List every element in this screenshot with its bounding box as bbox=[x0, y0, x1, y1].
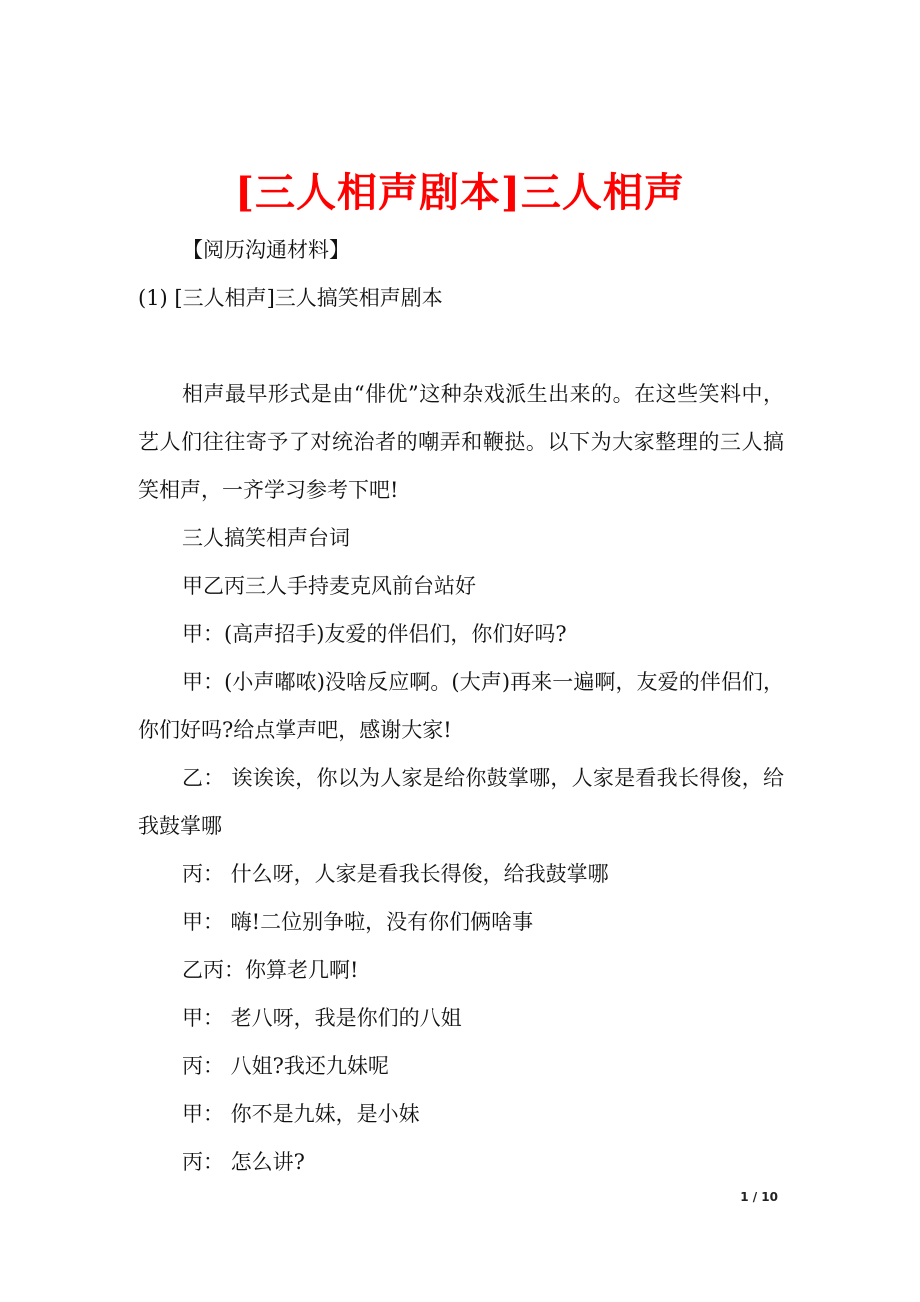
section-heading: 【阅历沟通材料】 bbox=[182, 238, 350, 262]
dialogue-line: 丙： 什么呀，人家是看我长得俊，给我鼓掌哪 bbox=[182, 862, 609, 886]
page-number: 1 / 10 bbox=[740, 1190, 778, 1204]
dialogue-line: 丙： 怎么讲? bbox=[182, 1150, 305, 1174]
dialogue-line: 乙丙：你算老几啊! bbox=[182, 958, 359, 982]
dialogue-line: 乙： 诶诶诶，你以为人家是给你鼓掌哪，人家是看我长得俊，给我鼓掌哪 bbox=[138, 766, 784, 838]
document-body bbox=[138, 226, 784, 1186]
dialogue-line: 甲：(高声招手)友爱的伴侣们，你们好吗? bbox=[182, 622, 567, 646]
dialogue-line: 甲：(小声嘟哝)没啥反应啊。(大声)再来一遍啊，友爱的伴侣们，你们好吗?给点掌声吧，感谢大家! bbox=[138, 670, 784, 742]
subtitle-line: (1) [三人相声]三人搞笑相声剧本 bbox=[138, 286, 443, 310]
intro-paragraph: 相声最早形式是由“俳优”这种杂戏派生出来的。在这些笑料中，艺人们往往寄予了对统治者的嘲弄和鞭挞。以下为大家整理的三人搞笑相声，一齐学习参考下吧! bbox=[138, 382, 784, 502]
dialogue-line: 甲： 老八呀，我是你们的八姐 bbox=[182, 1006, 462, 1030]
dialogue-line: 甲： 嗨!二位别争啦，没有你们俩啥事 bbox=[182, 910, 534, 934]
dialogue-line: 甲： 你不是九妹，是小妹 bbox=[182, 1102, 420, 1126]
script-heading: 三人搞笑相声台词 bbox=[182, 526, 350, 550]
dialogue-line: 丙： 八姐?我还九妹呢 bbox=[182, 1054, 389, 1078]
page-title: [三人相声剧本]三人相声 bbox=[235, 168, 685, 216]
stage-direction: 甲乙丙三人手持麦克风前台站好 bbox=[182, 574, 476, 598]
blank-line bbox=[138, 322, 784, 370]
